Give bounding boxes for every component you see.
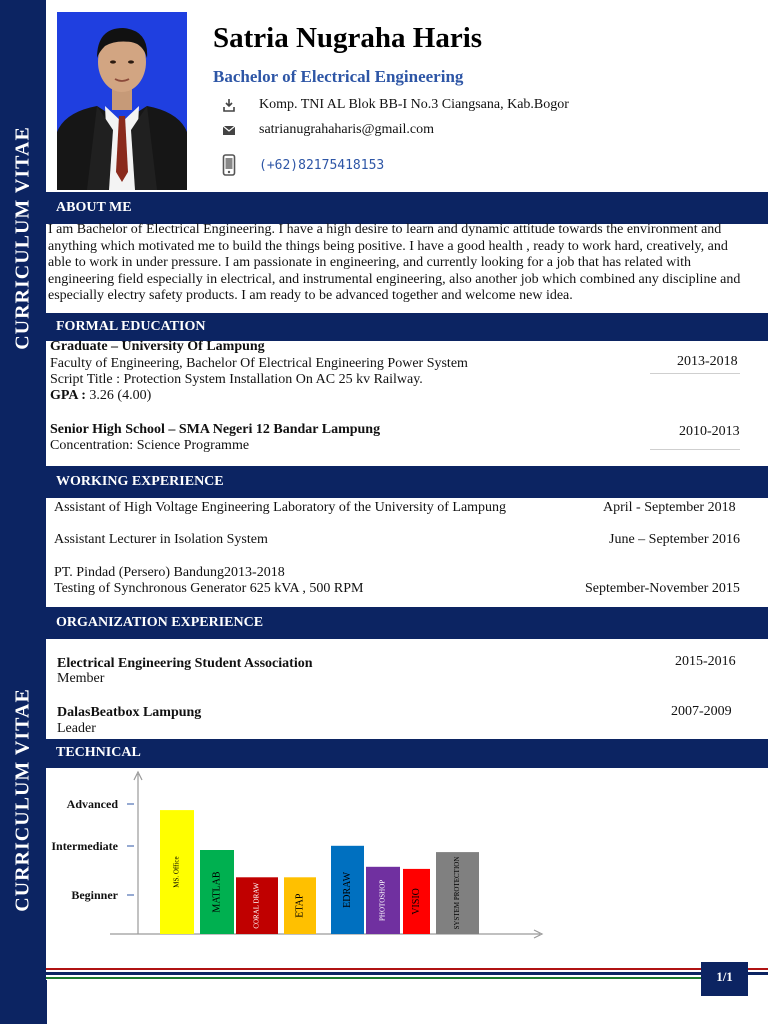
level-label: Intermediate bbox=[51, 839, 118, 853]
divider bbox=[650, 449, 740, 450]
about-section-header bbox=[46, 192, 768, 224]
technical-section-header bbox=[46, 739, 768, 768]
skill-bar-label: CORAL DRAW bbox=[252, 882, 261, 929]
organization-section-header bbox=[46, 607, 768, 639]
skill-bar-label: PHOTOSHOP bbox=[378, 879, 387, 921]
footer-rule bbox=[46, 977, 701, 979]
about-text: I am Bachelor of Electrical Engineering. I have a high desire to learn and dynamic attitude towards the environment and anything which motivated me to build the things being positive. I have a good health , ready to work hard, creatively, and able to work in under pressure. I am passionate in engineering, and currently looking for a job that has related with engineering field especially in electrical, and instrumental engineering, also another job which combined any discipline and especially electry safety products. I am ready to be advanced together and welcome new idea. bbox=[48, 222, 741, 304]
location-icon bbox=[222, 98, 236, 112]
education-section-header bbox=[46, 313, 768, 341]
mail-icon bbox=[222, 123, 236, 137]
candidate-degree: Bachelor of Electrical Engineering bbox=[213, 67, 464, 86]
education-detail: Script Title : Protection System Installation On AC 25 kv Railway. bbox=[50, 372, 423, 387]
organization-name: DalasBeatbox Lampung bbox=[57, 705, 202, 720]
divider bbox=[650, 373, 740, 374]
work-dates: April - September 2018 bbox=[603, 500, 736, 515]
level-label: Beginner bbox=[71, 888, 118, 902]
page-number: 1/1 bbox=[701, 962, 748, 996]
education-school: Graduate – University Of Lampung bbox=[50, 339, 265, 354]
technical-title: TECHNICAL bbox=[56, 745, 141, 760]
skill-bar-label: ETAP bbox=[294, 893, 306, 918]
email-row bbox=[222, 121, 434, 139]
work-section-header bbox=[46, 466, 768, 498]
education-years: 2010-2013 bbox=[679, 424, 740, 439]
organization-years: 2007-2009 bbox=[671, 704, 732, 719]
education-title: FORMAL EDUCATION bbox=[56, 319, 206, 334]
gpa-value: 3.26 (4.00) bbox=[85, 388, 152, 403]
education-gpa bbox=[50, 388, 151, 405]
skill-bar-label: MS. Office bbox=[172, 856, 181, 888]
footer-rule bbox=[46, 968, 768, 970]
candidate-name: Satria Nugraha Haris bbox=[213, 22, 483, 54]
organization-role: Leader bbox=[57, 721, 96, 736]
organization-years: 2015-2016 bbox=[675, 654, 736, 669]
organization-role: Member bbox=[57, 671, 105, 686]
work-dates: June – September 2016 bbox=[609, 532, 741, 547]
address-text: Komp. TNI AL Blok BB-I No.3 Ciangsana, Kab.Bogor bbox=[259, 97, 569, 112]
organization-title: ORGANIZATION EXPERIENCE bbox=[56, 615, 264, 630]
skill-bar-label: EDRAW bbox=[341, 871, 353, 908]
phone-row bbox=[222, 156, 385, 174]
profile-photo bbox=[57, 12, 187, 190]
about-title: ABOUT ME bbox=[56, 200, 132, 215]
education-school: Senior High School – SMA Negeri 12 Bandar Lampung bbox=[50, 422, 381, 437]
mobile-phone-icon bbox=[222, 154, 236, 176]
work-role: Assistant of High Voltage Engineering Laboratory of the University of Lampung bbox=[54, 500, 507, 515]
footer-rule bbox=[46, 972, 768, 975]
address-row bbox=[222, 96, 569, 114]
phone-text: (+62)82175418153 bbox=[259, 157, 385, 173]
level-label: Advanced bbox=[66, 797, 118, 811]
work-role: Assistant Lecturer in Isolation System bbox=[54, 532, 268, 547]
work-dates: September-November 2015 bbox=[585, 581, 740, 596]
skill-bar-label: MATLAB bbox=[211, 871, 223, 913]
sidebar: CURRICULUM VITAE CURRICULUM VITAE bbox=[0, 0, 46, 1024]
footer-line bbox=[46, 980, 47, 1024]
work-title: WORKING EXPERIENCE bbox=[56, 474, 224, 489]
education-years: 2013-2018 bbox=[677, 354, 738, 369]
organization-name: Electrical Engineering Student Association bbox=[57, 656, 313, 671]
skill-bar-label: VISIO bbox=[410, 888, 422, 915]
email-link[interactable]: satrianugrahaharis@gmail.com bbox=[259, 122, 434, 137]
skill-bar-label: SYSTEM PROTECTION bbox=[453, 856, 462, 930]
education-detail: Concentration: Science Programme bbox=[50, 438, 250, 453]
gpa-label: GPA : bbox=[50, 388, 86, 403]
education-detail: Faculty of Engineering, Bachelor Of Electrical Engineering Power System bbox=[50, 356, 468, 371]
work-role: Testing of Synchronous Generator 625 kVA , 500 RPM bbox=[54, 581, 364, 596]
skills-chart bbox=[46, 766, 768, 970]
work-company: PT. Pindad (Persero) Bandung2013-2018 bbox=[54, 565, 285, 580]
